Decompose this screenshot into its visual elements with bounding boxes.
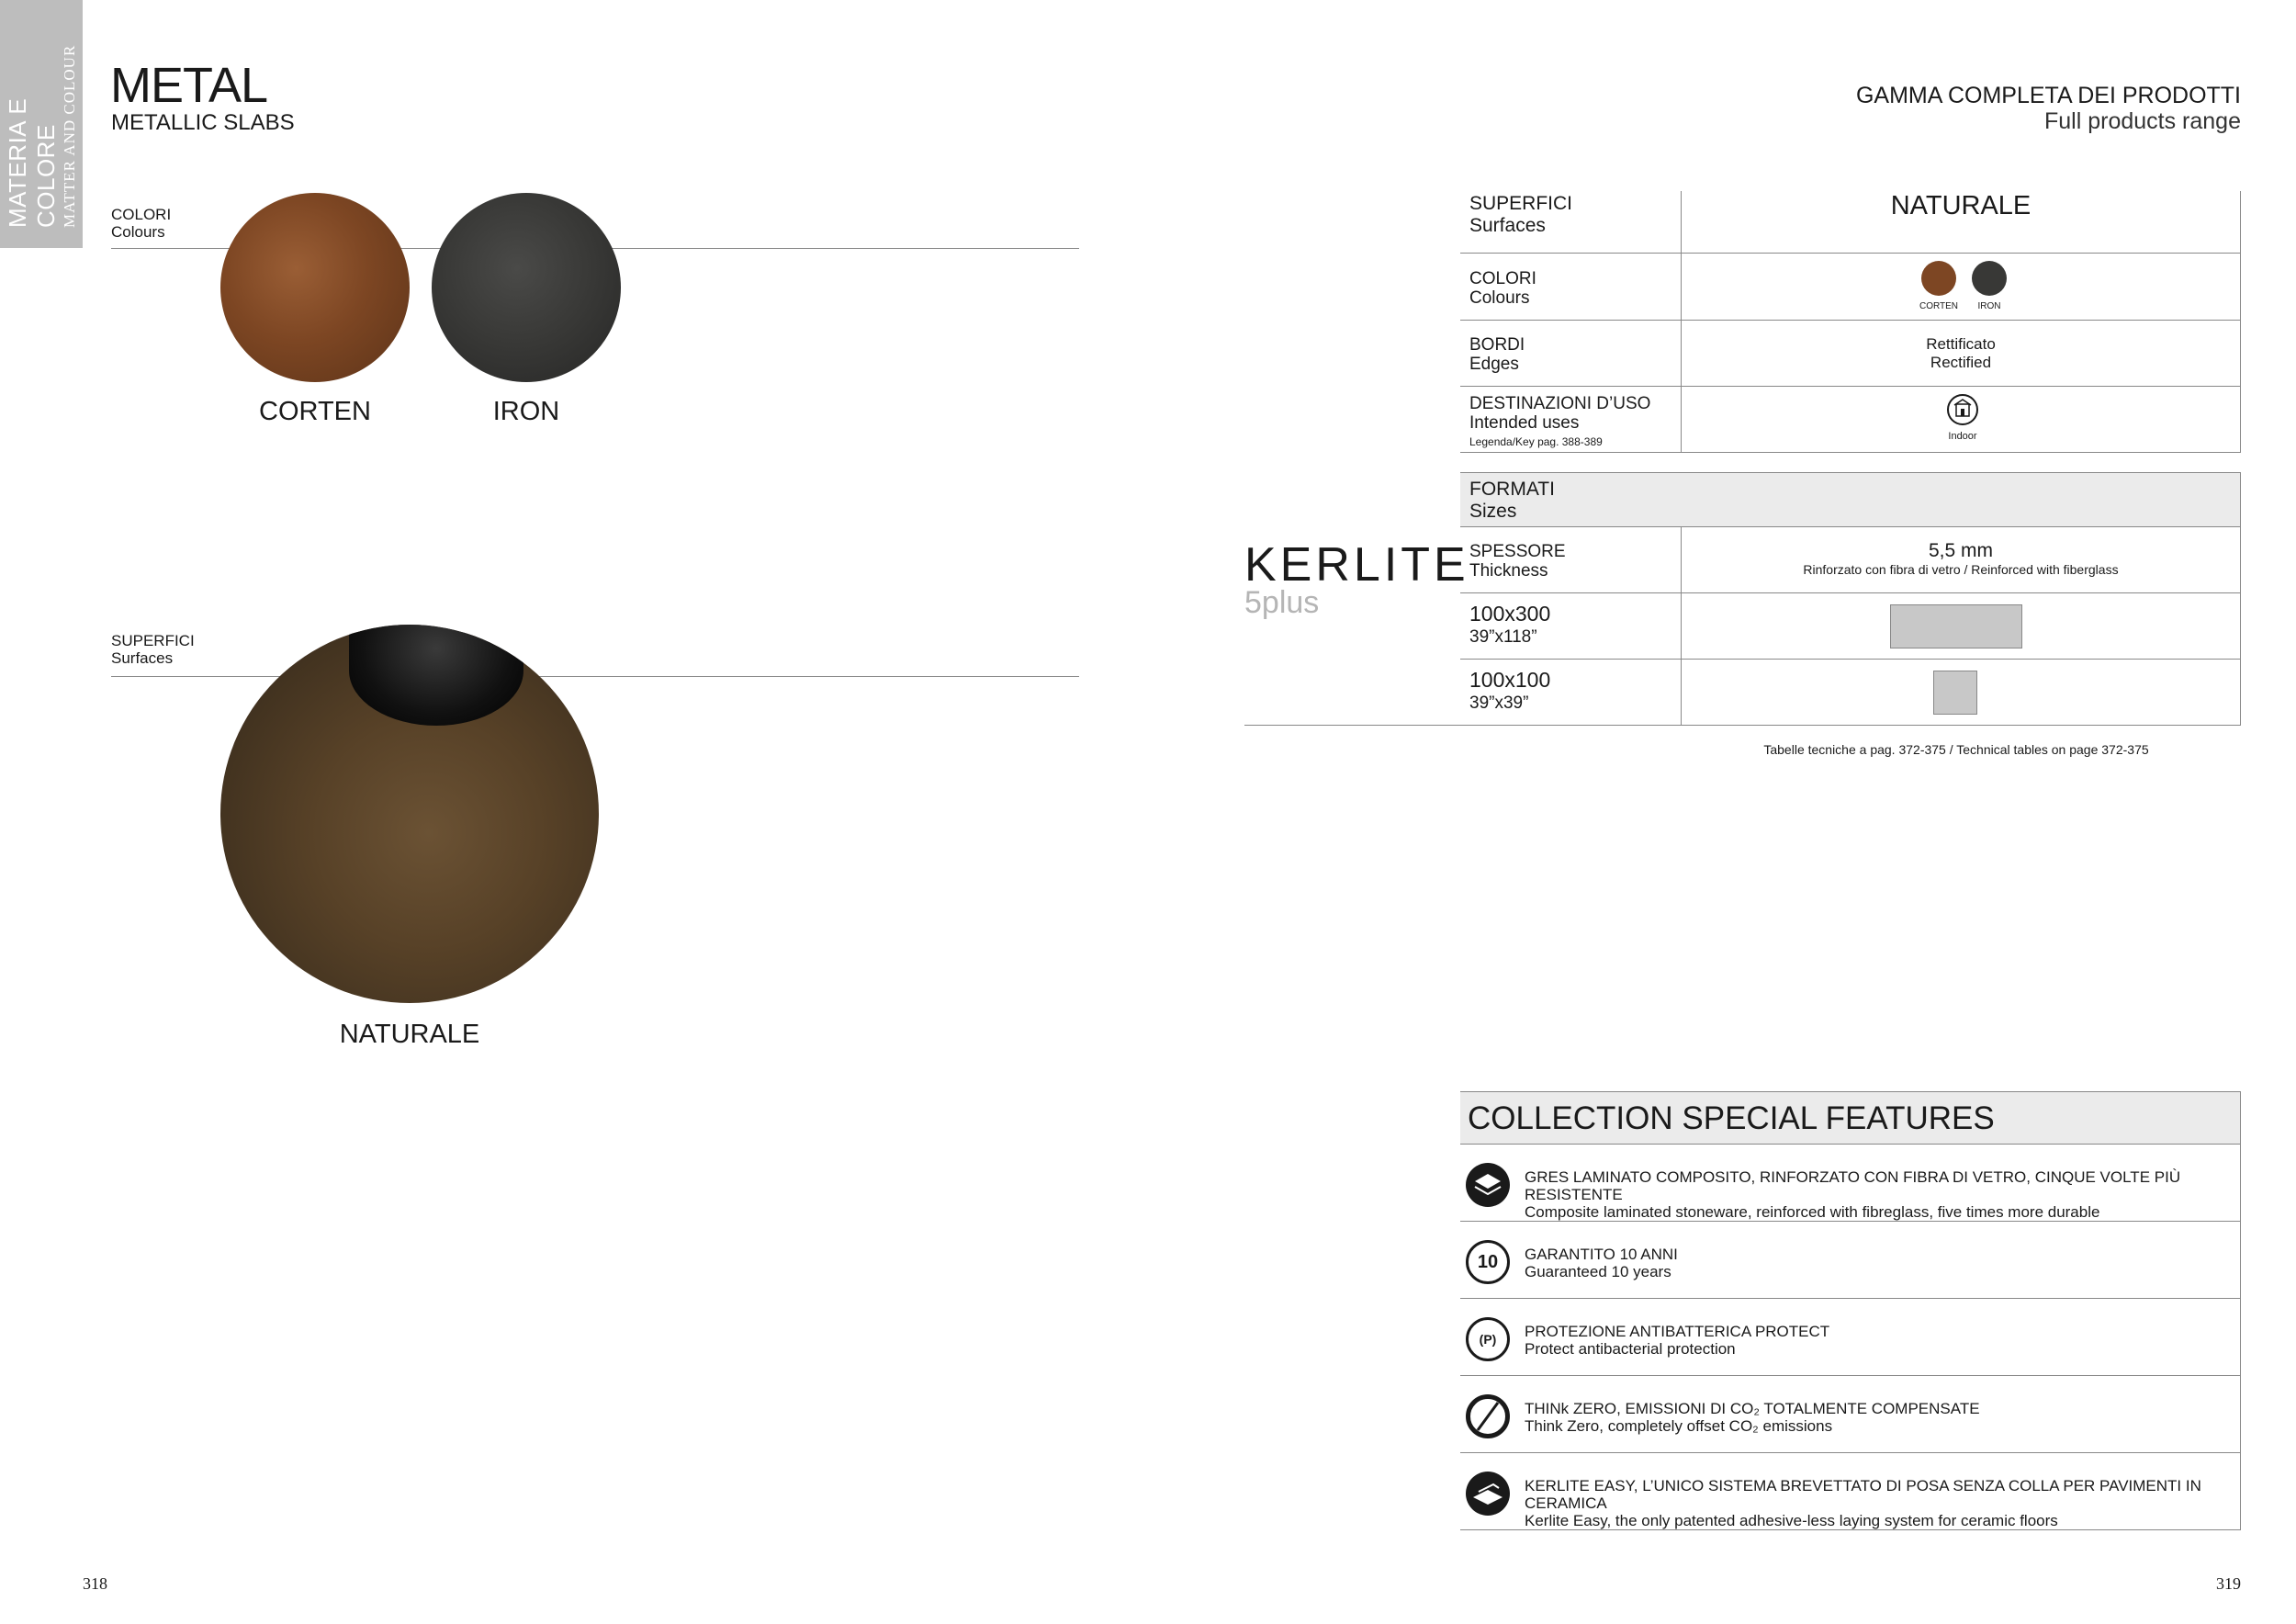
table-row-size-100x100 — [1460, 660, 2241, 726]
features-title: COLLECTION SPECIAL FEATURES — [1460, 1091, 2241, 1145]
size2-imperial: 39”x39” — [1469, 694, 1529, 713]
naturale-surface-image — [220, 625, 599, 1003]
surfaces-rule — [111, 676, 1079, 677]
iron-swatch — [432, 193, 621, 382]
feature-text-it: PROTEZIONE ANTIBATTERICA PROTECT — [1525, 1323, 1830, 1340]
surfaces-label-en: Surfaces — [111, 649, 174, 667]
edges-cell-it: BORDI — [1469, 335, 1525, 355]
side-tab — [0, 0, 83, 248]
feature-row — [1460, 1453, 2241, 1530]
table-row-surfaces — [1460, 191, 2241, 254]
special-features — [1460, 1091, 2241, 1530]
uses-cell-key: Legenda/Key pag. 388-389 — [1469, 435, 1603, 448]
kerlite-logo-sub: 5plus — [1244, 585, 1320, 620]
fiberglass-icon — [1466, 1163, 1510, 1207]
indoor-label: Indoor — [1948, 431, 1977, 442]
edges-cell-en: Edges — [1469, 355, 1519, 374]
size-100x300-shape — [1890, 604, 2022, 648]
corten-mini-swatch — [1921, 261, 1956, 296]
surfaces-cell-it: SUPERFICI — [1469, 193, 1573, 214]
kerlite-logo-text: KERLITE — [1244, 538, 1469, 592]
colours-label — [111, 206, 171, 241]
feature-text-en: Guaranteed 10 years — [1525, 1263, 1671, 1280]
bowl-image — [349, 625, 523, 726]
thickness-cell-it: SPESSORE — [1469, 542, 1566, 561]
technical-footnote: Tabelle tecniche a pag. 372-375 / Technical tables on page 372-375 — [1763, 742, 2149, 757]
size1-metric: 100x300 — [1469, 602, 1551, 626]
page-number-left: 318 — [83, 1574, 107, 1593]
kerlite-logo — [1244, 537, 1469, 621]
table-bottom-rule — [1244, 725, 2241, 726]
indoor-icon — [1947, 394, 1978, 425]
colours-label-it: COLORI — [111, 206, 172, 223]
feature-row — [1460, 1222, 2241, 1299]
table-row-uses — [1460, 387, 2241, 453]
size2-metric: 100x100 — [1469, 668, 1551, 692]
feature-text-it: THINk ZERO, EMISSIONI DI CO₂ TOTALMENTE COMPENSATE — [1525, 1400, 1980, 1417]
feature-row — [1460, 1299, 2241, 1376]
guarantee-10-icon: 10 — [1466, 1240, 1510, 1284]
thickness-note: Rinforzato con fibra di vetro / Reinforced with fiberglass — [1803, 562, 2119, 577]
naturale-label: NATURALE — [339, 1020, 480, 1049]
colours-label-en: Colours — [111, 223, 165, 241]
iron-mini-swatch — [1972, 261, 2007, 296]
corten-label: CORTEN — [259, 397, 371, 426]
page-number-right: 319 — [2216, 1574, 2241, 1593]
edges-value-it: Rettificato — [1926, 335, 1996, 353]
feature-row — [1460, 1376, 2241, 1453]
table-row-size-100x300 — [1460, 593, 2241, 660]
colours-cell-en: Colours — [1469, 288, 1530, 308]
think-zero-icon — [1466, 1394, 1510, 1438]
feature-text-en: Think Zero, completely offset CO₂ emissions — [1525, 1417, 1833, 1435]
sizes-cell-en: Sizes — [1469, 501, 1517, 522]
side-tab-english: MATTER AND COLOUR — [61, 44, 78, 228]
feature-text-en: Kerlite Easy, the only patented adhesive-less laying system for ceramic floors — [1525, 1512, 2058, 1529]
uses-cell-en: Intended uses — [1469, 413, 1580, 433]
corten-swatch — [220, 193, 410, 382]
iron-mini-label: IRON — [1977, 301, 2001, 311]
table-row-colours — [1460, 254, 2241, 321]
range-header-en: Full products range — [2043, 108, 2241, 134]
size1-imperial: 39”x118” — [1469, 627, 1537, 647]
side-tab-italian: MATERIA E COLORE — [4, 97, 60, 228]
table-row-sizes — [1460, 472, 2241, 527]
feature-text-it: GRES LAMINATO COMPOSITO, RINFORZATO CON FIBRA DI VETRO, CINQUE VOLTE PIÙ RESISTENTE — [1525, 1168, 2181, 1203]
table-row-edges — [1460, 321, 2241, 387]
sizes-cell-it: FORMATI — [1469, 479, 1555, 500]
kerlite-easy-icon — [1466, 1472, 1510, 1516]
corten-mini-label: CORTEN — [1919, 301, 1959, 311]
surfaces-value: NATURALE — [1890, 191, 2032, 220]
uses-cell-it: DESTINAZIONI D’USO — [1469, 394, 1651, 413]
colours-cell-it: COLORI — [1469, 269, 1536, 288]
edges-value-en: Rectified — [1930, 354, 1992, 371]
protect-icon: (P) — [1466, 1317, 1510, 1361]
page-title: METAL — [110, 58, 268, 113]
table-row-thickness — [1460, 527, 2241, 593]
surfaces-cell-en: Surfaces — [1469, 215, 1546, 236]
iron-label: IRON — [492, 397, 560, 426]
feature-text-it: GARANTITO 10 ANNI — [1525, 1246, 1678, 1263]
thickness-value: 5,5 mm — [1928, 540, 1993, 561]
feature-text-en: Protect antibacterial protection — [1525, 1340, 1736, 1358]
feature-row — [1460, 1145, 2241, 1222]
page-subtitle: METALLIC SLABS — [111, 110, 295, 135]
thickness-cell-en: Thickness — [1469, 561, 1548, 581]
feature-text-it: KERLITE EASY, L’UNICO SISTEMA BREVETTATO DI POSA SENZA COLLA PER PAVIMENTI IN CERAMICA — [1525, 1477, 2201, 1512]
surfaces-label — [111, 632, 195, 667]
size-100x100-shape — [1933, 671, 1977, 715]
feature-text-en: Composite laminated stoneware, reinforced with fibreglass, five times more durable — [1525, 1203, 2100, 1221]
surfaces-label-it: SUPERFICI — [111, 632, 195, 649]
range-header-it: GAMMA COMPLETA DEI PRODOTTI — [1855, 83, 2241, 108]
